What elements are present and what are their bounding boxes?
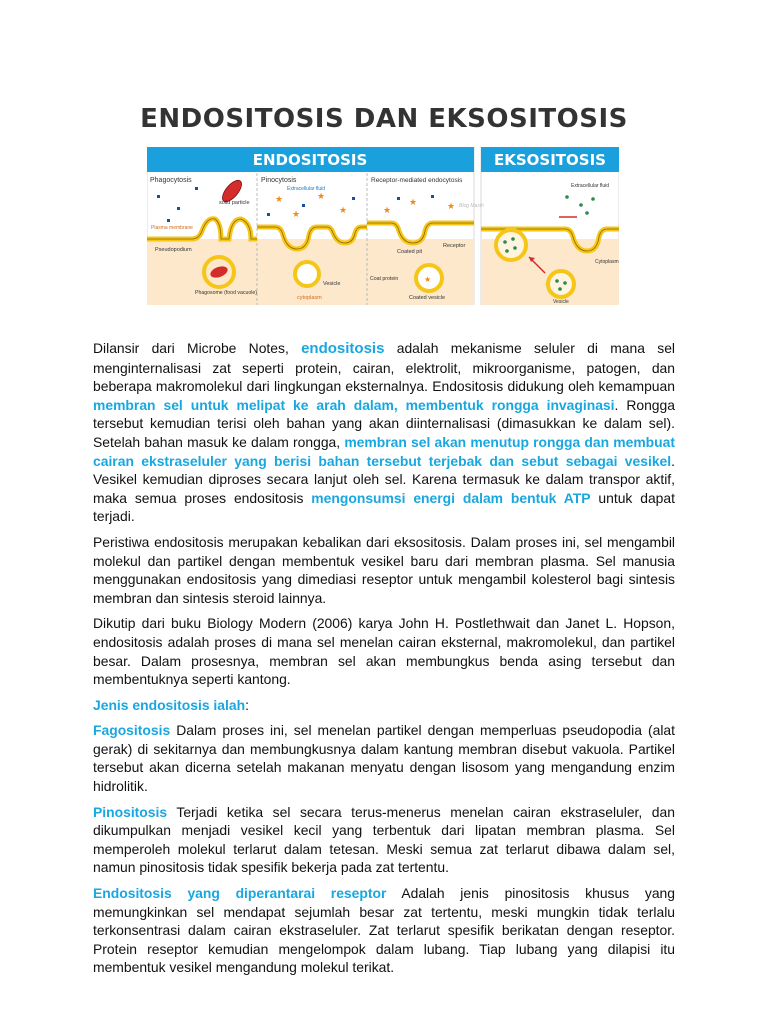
- svg-text:★: ★: [447, 201, 456, 211]
- svg-text:★: ★: [317, 191, 326, 201]
- pino-fluid-label: Extracellular fluid: [287, 186, 326, 192]
- endocytosis-exocytosis-figure: [147, 147, 619, 305]
- highlighted-term: Fagositosis: [93, 722, 171, 739]
- endo-header: ENDOSITOSIS: [252, 151, 368, 169]
- paragraph-definition: [93, 339, 675, 526]
- text-run: Adalah jenis pinositosis khusus yang memungkinkan sel mendapat sejumlah besar zat tertentu, meski mungkin tidak terlalu terkonsentrasi dalam cairan ekstraseluler. Zat terlarut spesifik berikatan dengan reseptor. Protein reseptor kemudian mengelompok dalam lubang. Tiap lubang yang dilapisi itu membentuk vesikel mengandung molekul terikat.: [93, 885, 675, 976]
- exo-fluid-label: Extracellular fluid: [571, 183, 610, 189]
- article-body: [93, 339, 675, 984]
- text-run: Peristiwa endositosis merupakan kebalikan dari eksositosis. Dalam proses ini, sel mengambil molekul dan partikel dengan membentuk vesikel baru dari membran plasma. Sel manusia menggunakan endositosis yang dimediasi reseptor untuk mengambil kolesterol bagi sintesis membran dan sintesis steroid lainnya.: [93, 533, 675, 606]
- exo-header: EKSOSITOSIS: [494, 151, 606, 169]
- coat-protein-label: Coat protein: [370, 276, 399, 282]
- text-run: Dikutip dari buku Biology Modern (2006) karya John H. Postlethwait dan Janet L. Hopson, endositosis adalah proses di mana sel menelan cairan eksternal, makromolekul, dan partikel besar. Dalam prosesnya, membran sel akan membungkus benda asing tersebut dan membentuknya seperti kantong.: [93, 615, 675, 688]
- paragraph-contrast: [93, 533, 675, 607]
- text-run: Dilansir dari Microbe Notes,: [93, 340, 302, 356]
- text-run: adalah mekanisme seluler di mana sel menginternalisasi zat seperti protein, cairan, elektrolit, mikroorganisme, patogen, dan beberapa makromolekul dari lingkungan eksternalnya. Endositosis didukung oleh kemampuan: [93, 340, 676, 395]
- plasma-membrane-label: Plasma membrane: [151, 225, 193, 231]
- page-title: ENDOSITOSIS DAN EKSOSITOSIS: [140, 104, 628, 134]
- paragraph-receptor: [93, 884, 675, 977]
- svg-text:★: ★: [292, 209, 301, 219]
- highlighted-term: membran sel akan menutup rongga dan membuat cairan ekstraseluler yang berisi bahan tersebut terjebak dan sebut sebagai vesikel: [93, 433, 676, 469]
- exo-cytoplasm-label: Cytoplasm: [595, 259, 619, 265]
- coated-vesicle-label: Coated vesicle: [409, 295, 446, 301]
- exo-vesicle-fusing: [496, 230, 526, 260]
- receptor-title: Receptor-mediated endocytosis: [371, 177, 463, 184]
- coated-pit-label: Coated pit: [397, 249, 423, 255]
- solid-particle-label: solid particle: [219, 200, 250, 206]
- highlighted-term: Pinositosis: [93, 803, 168, 820]
- types-heading: [93, 696, 675, 715]
- highlighted-term: endositosis: [301, 340, 385, 357]
- pseudopodium-label: Pseudopodium: [155, 247, 192, 253]
- svg-text:★: ★: [424, 275, 432, 284]
- phagosome-label: Phagosome (food vacuole): [195, 290, 257, 296]
- exo-vesicle-label: Vesicle: [553, 299, 569, 305]
- pino-title: Pinocytosis: [261, 177, 297, 184]
- paragraph-pinositosis: [93, 803, 675, 877]
- receptor-label: Receptor: [443, 243, 466, 249]
- text-run: Terjadi ketika sel secara terus-menerus menelan cairan ekstraseluler, dan dikumpulkan menjadi vesikel kecil yang terbentuk dari lipatan membran plasma. Sel memperoleh molekul terlarut dalam tetesan. Meski semua zat terlarut dibawa dalam sel, namun pinositosis tidak spesifik bekerja pada zat tertentu.: [93, 803, 675, 876]
- text-run: :: [245, 696, 249, 713]
- watermark: Blog Masih: [459, 203, 484, 209]
- svg-text:★: ★: [409, 197, 418, 207]
- text-run: . Vesikel kemudian diproses secara lanjut oleh sel. Karena termasuk ke dalam transpor aktif, maka semua proses endositosis: [93, 452, 675, 506]
- highlighted-term: Endositosis yang diperantarai reseptor: [93, 885, 387, 902]
- exo-vesicle: [548, 271, 574, 297]
- svg-text:★: ★: [339, 205, 348, 215]
- svg-text:★: ★: [275, 194, 284, 204]
- paragraph-fagositosis: [93, 721, 675, 795]
- pino-cytoplasm-label: cytoplasm: [297, 295, 322, 301]
- highlighted-term: mengonsumsi energi dalam bentuk ATP: [311, 489, 591, 506]
- text-run: . Rongga tersebut kemudian terisi oleh bahan yang akan diinternalisasi (dimasukkan ke dalam sel). Setelah bahan masuk ke dalam rongga,: [93, 396, 675, 450]
- highlighted-term: membran sel untuk melipat ke arah dalam, membentuk rongga invaginasi: [93, 396, 615, 413]
- svg-text:★: ★: [383, 205, 392, 215]
- text-run: untuk dapat terjadi.: [93, 489, 675, 525]
- pino-vesicle-label: Vesicle: [323, 281, 341, 287]
- pino-vesicle: [295, 262, 319, 286]
- highlighted-term: Jenis endositosis ialah: [93, 696, 246, 713]
- text-run: Dalam proses ini, sel menelan partikel dengan memperluas pseudopodia (alat gerak) di sekitarnya dan membungkusnya dalam kantung membran disebut vakuola. Partikel tersebut akan dicerna setelah makanan menyatu dengan lisosom yang mengandung enzim hidrolitik.: [93, 722, 675, 795]
- phago-title: Phagocytosis: [150, 177, 192, 184]
- paragraph-citation: [93, 614, 675, 688]
